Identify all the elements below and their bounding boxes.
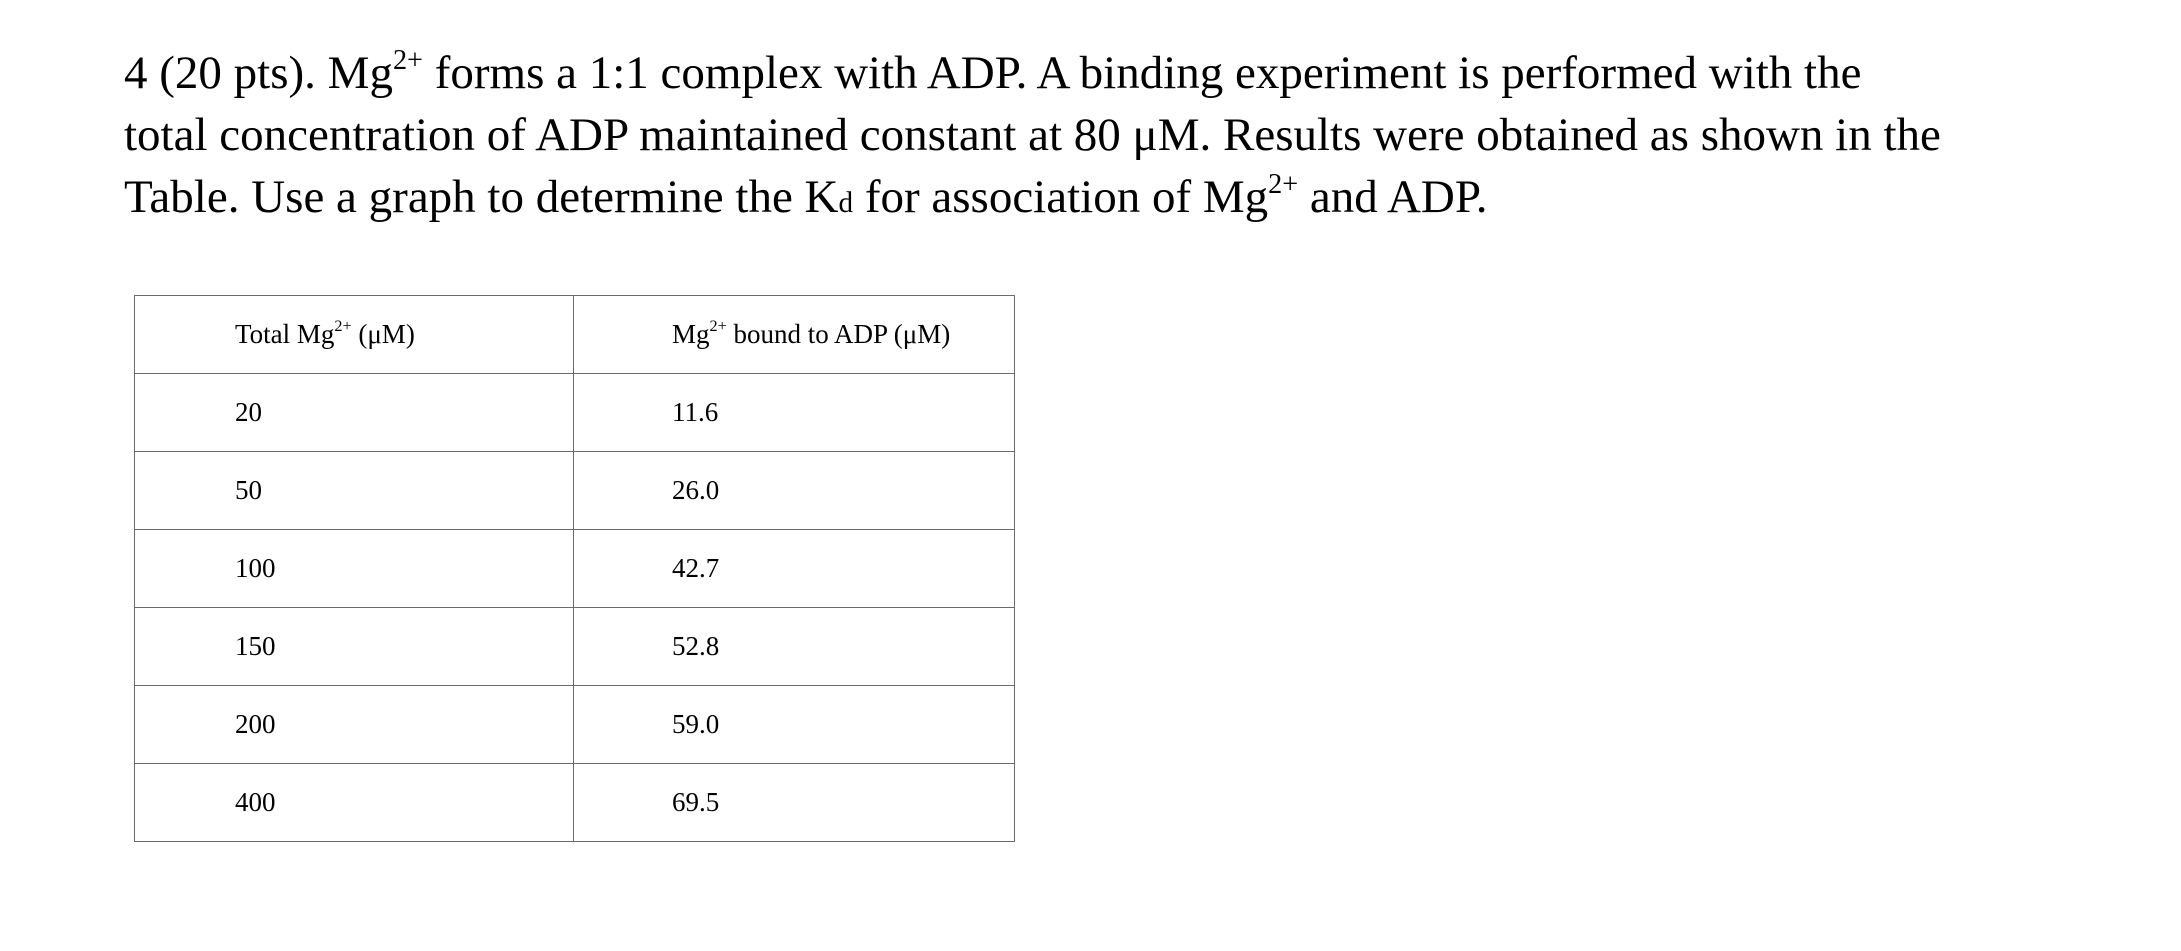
cell-value: 200 xyxy=(235,709,276,739)
table-row xyxy=(135,686,1015,764)
header-text: bound to ADP (μM) xyxy=(726,319,951,349)
cell-value: 26.0 xyxy=(672,475,720,505)
cell-value: 150 xyxy=(235,631,276,661)
header-total-mg xyxy=(135,296,574,374)
cell-total-mg xyxy=(135,530,574,608)
cell-value: 50 xyxy=(235,475,262,505)
problem-line-3 xyxy=(124,166,2124,234)
header-text: Mg xyxy=(672,319,710,349)
problem-text: forms a 1:1 complex with ADP. A binding experiment is performed with the xyxy=(422,47,1862,99)
problem-text: and ADP. xyxy=(1298,171,1488,223)
table-row xyxy=(135,764,1015,842)
problem-text: Table. Use a graph to determine the K xyxy=(124,171,839,223)
cell-mg-bound xyxy=(574,374,1015,452)
cell-value: 20 xyxy=(235,397,262,427)
problem-text: 4 (20 pts). Mg xyxy=(124,47,393,99)
charge-superscript: 2+ xyxy=(1268,168,1299,200)
cell-value: 400 xyxy=(235,787,276,817)
cell-total-mg xyxy=(135,764,574,842)
table-header-row xyxy=(135,296,1015,374)
cell-value: 69.5 xyxy=(672,787,720,817)
table-row xyxy=(135,608,1015,686)
cell-mg-bound xyxy=(574,608,1015,686)
cell-value: 59.0 xyxy=(672,709,720,739)
header-text: (μM) xyxy=(351,319,415,349)
problem-line-1 xyxy=(124,42,2124,104)
cell-mg-bound xyxy=(574,452,1015,530)
cell-total-mg xyxy=(135,608,574,686)
table-row xyxy=(135,374,1015,452)
table-row xyxy=(135,530,1015,608)
cell-value: 42.7 xyxy=(672,553,720,583)
table-row xyxy=(135,452,1015,530)
cell-mg-bound xyxy=(574,686,1015,764)
header-text: Total Mg xyxy=(235,319,335,349)
cell-total-mg xyxy=(135,686,574,764)
charge-superscript: 2+ xyxy=(709,317,727,336)
cell-total-mg xyxy=(135,374,574,452)
problem-text: for association of Mg xyxy=(853,171,1269,223)
problem-line-2: total concentration of ADP maintained constant at 80 μM. Results were obtained as shown in the xyxy=(124,109,1941,161)
kd-subscript: d xyxy=(838,187,854,219)
cell-total-mg xyxy=(135,452,574,530)
cell-value: 100 xyxy=(235,553,276,583)
cell-value: 52.8 xyxy=(672,631,720,661)
header-mg-bound xyxy=(574,296,1015,374)
charge-superscript: 2+ xyxy=(334,317,352,336)
binding-data-table xyxy=(134,295,1015,842)
problem-statement xyxy=(124,42,2124,234)
cell-value: 11.6 xyxy=(672,397,719,427)
cell-mg-bound xyxy=(574,530,1015,608)
cell-mg-bound xyxy=(574,764,1015,842)
charge-superscript: 2+ xyxy=(392,44,423,76)
